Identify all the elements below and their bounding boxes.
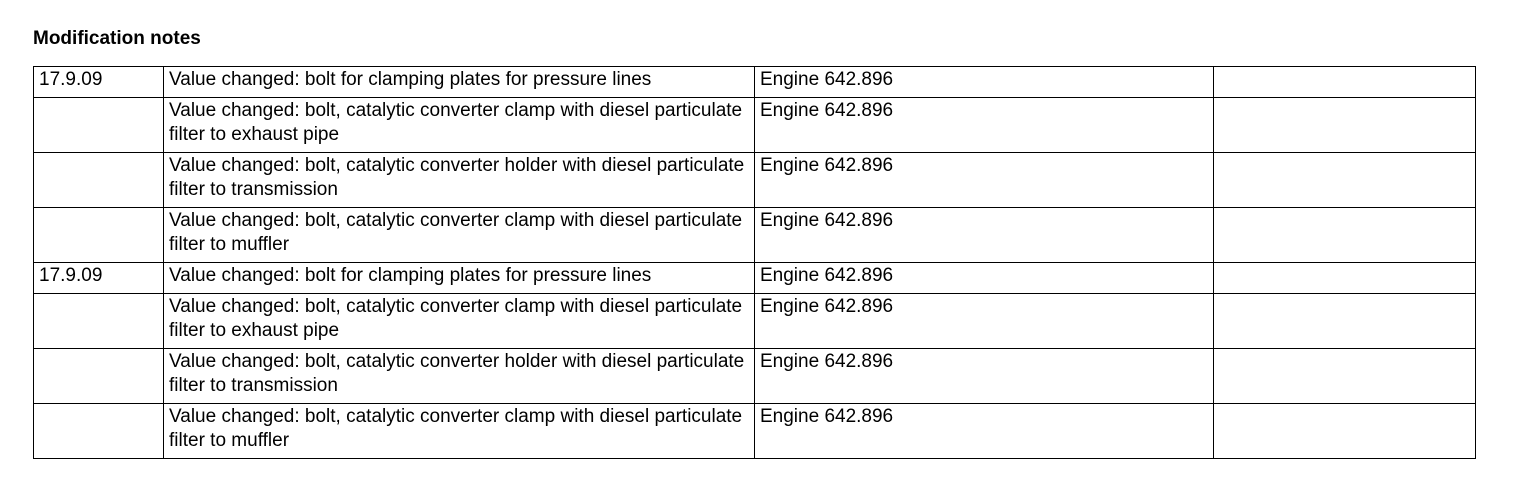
extra-cell [1214, 153, 1476, 208]
engine-cell: Engine 642.896 [755, 153, 1214, 208]
engine-cell: Engine 642.896 [755, 294, 1214, 349]
date-cell [34, 208, 164, 263]
description-cell: Value changed: bolt, catalytic converter clamp with diesel particulate filter to exhaust pipe [164, 294, 755, 349]
date-cell [34, 349, 164, 404]
date-cell [34, 153, 164, 208]
date-cell [34, 98, 164, 153]
table-row [34, 208, 1476, 263]
description-cell: Value changed: bolt, catalytic converter clamp with diesel particulate filter to muffler [164, 208, 755, 263]
table-row [34, 349, 1476, 404]
description-cell: Value changed: bolt, catalytic converter clamp with diesel particulate filter to exhaust pipe [164, 98, 755, 153]
description-cell: Value changed: bolt, catalytic converter holder with diesel particulate filter to transmission [164, 153, 755, 208]
table-row [34, 98, 1476, 153]
extra-cell [1214, 294, 1476, 349]
engine-cell: Engine 642.896 [755, 98, 1214, 153]
page-title: Modification notes [33, 28, 201, 49]
description-cell: Value changed: bolt, catalytic converter holder with diesel particulate filter to transmission [164, 349, 755, 404]
table-row [34, 67, 1476, 98]
table-row [34, 153, 1476, 208]
extra-cell [1214, 67, 1476, 98]
engine-cell: Engine 642.896 [755, 349, 1214, 404]
description-cell: Value changed: bolt for clamping plates for pressure lines [164, 67, 755, 98]
table-row [34, 404, 1476, 459]
modification-notes-table [33, 66, 1476, 459]
extra-cell [1214, 263, 1476, 294]
description-cell: Value changed: bolt, catalytic converter clamp with diesel particulate filter to muffler [164, 404, 755, 459]
table-body [34, 67, 1476, 459]
engine-cell: Engine 642.896 [755, 67, 1214, 98]
description-cell: Value changed: bolt for clamping plates for pressure lines [164, 263, 755, 294]
extra-cell [1214, 349, 1476, 404]
date-cell: 17.9.09 [34, 263, 164, 294]
date-cell: 17.9.09 [34, 67, 164, 98]
extra-cell [1214, 98, 1476, 153]
date-cell [34, 404, 164, 459]
extra-cell [1214, 404, 1476, 459]
engine-cell: Engine 642.896 [755, 404, 1214, 459]
table-row [34, 263, 1476, 294]
engine-cell: Engine 642.896 [755, 208, 1214, 263]
engine-cell: Engine 642.896 [755, 263, 1214, 294]
date-cell [34, 294, 164, 349]
table-row [34, 294, 1476, 349]
extra-cell [1214, 208, 1476, 263]
